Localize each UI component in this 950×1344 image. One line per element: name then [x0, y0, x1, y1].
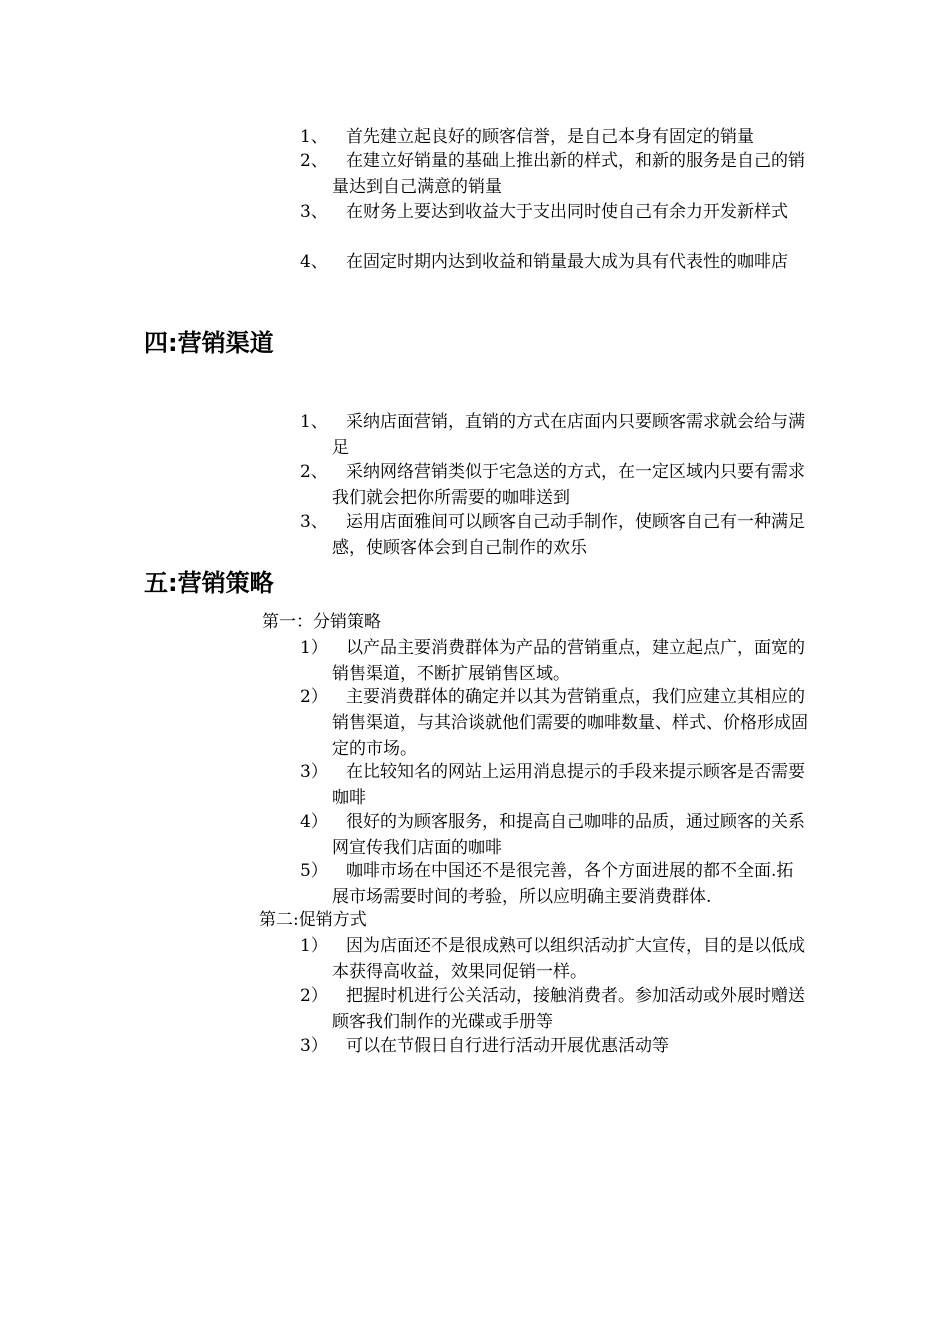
- section-heading-marketing-strategy: 五:营销策略: [144, 569, 274, 597]
- list-item: [300, 124, 810, 150]
- subheading-promotion-methods: 第二:促销方式: [259, 910, 367, 930]
- list-item: [300, 148, 810, 200]
- list-text: 采纳店面营销，直销的方式在店面内只要顾客需求就会给与满足: [332, 412, 805, 458]
- list-item: [300, 809, 810, 861]
- list-text: 把握时机进行公关活动，接触消费者。参加活动或外展时赠送顾客我们制作的光碟或手册等: [332, 986, 805, 1032]
- list-number: 1、: [300, 412, 328, 432]
- list-item: [300, 199, 810, 225]
- list-text: 咖啡市场在中国还不是很完善，各个方面进展的都不全面.拓展市场需要时间的考验，所以应明确主要消费群体.: [332, 861, 794, 907]
- list-text: 在财务上要达到收益大于支出同时使自己有余力开发新样式: [346, 202, 788, 222]
- list-number: 3）: [300, 762, 328, 782]
- list-item: [300, 409, 810, 461]
- list-number: 4、: [300, 252, 328, 272]
- list-text: 首先建立起良好的顾客信誉，是自己本身有固定的销量: [346, 127, 754, 147]
- list-item: [300, 249, 810, 275]
- list-text: 很好的为顾客服务，和提高自己咖啡的品质，通过顾客的关系网宣传我们店面的咖啡: [332, 812, 805, 858]
- list-text: 采纳网络营销类似于宅急送的方式，在一定区域内只要有需求我们就会把你所需要的咖啡送到: [332, 462, 805, 508]
- list-item: [300, 933, 810, 985]
- list-number: 3）: [300, 1036, 328, 1056]
- list-item: [300, 983, 810, 1035]
- list-text: 主要消费群体的确定并以其为营销重点，我们应建立其相应的销售渠道，与其洽谈就他们需要的咖啡数量、样式、价格形成固定的市场。: [332, 687, 808, 759]
- list-item: [300, 858, 810, 910]
- list-item: [300, 459, 810, 511]
- list-number: 2、: [300, 151, 328, 171]
- list-item: [300, 759, 810, 811]
- section-heading-marketing-channels: 四:营销渠道: [144, 329, 274, 357]
- list-number: 2、: [300, 462, 328, 482]
- list-number: 4）: [300, 812, 328, 832]
- list-number: 2）: [300, 986, 328, 1006]
- list-text: 因为店面还不是很成熟可以组织活动扩大宣传，目的是以低成本获得高收益，效果同促销一样。: [332, 936, 805, 982]
- list-text: 在比较知名的网站上运用消息提示的手段来提示顾客是否需要咖啡: [332, 762, 805, 808]
- list-number: 3、: [300, 202, 328, 222]
- list-number: 1、: [300, 127, 328, 147]
- subheading-distribution-strategy: 第一：分销策略: [262, 612, 381, 632]
- list-text: 运用店面雅间可以顾客自己动手制作，使顾客自己有一种满足感，使顾客体会到自己制作的欢乐: [332, 512, 805, 558]
- list-number: 2）: [300, 687, 328, 707]
- list-text: 在建立好销量的基础上推出新的样式，和新的服务是自己的销量达到自己满意的销量: [332, 151, 805, 197]
- list-text: 可以在节假日自行进行活动开展优惠活动等: [346, 1036, 669, 1056]
- list-number: 1）: [300, 936, 328, 956]
- list-text: 以产品主要消费群体为产品的营销重点，建立起点广，面宽的销售渠道，不断扩展销售区域。: [332, 638, 805, 684]
- list-item: [300, 684, 810, 762]
- list-number: 3、: [300, 512, 328, 532]
- list-number: 1）: [300, 638, 328, 658]
- list-item: [300, 509, 810, 561]
- list-text: 在固定时期内达到收益和销量最大成为具有代表性的咖啡店: [346, 252, 788, 272]
- list-item: [300, 635, 810, 687]
- list-number: 5）: [300, 861, 328, 881]
- list-item: [300, 1033, 810, 1059]
